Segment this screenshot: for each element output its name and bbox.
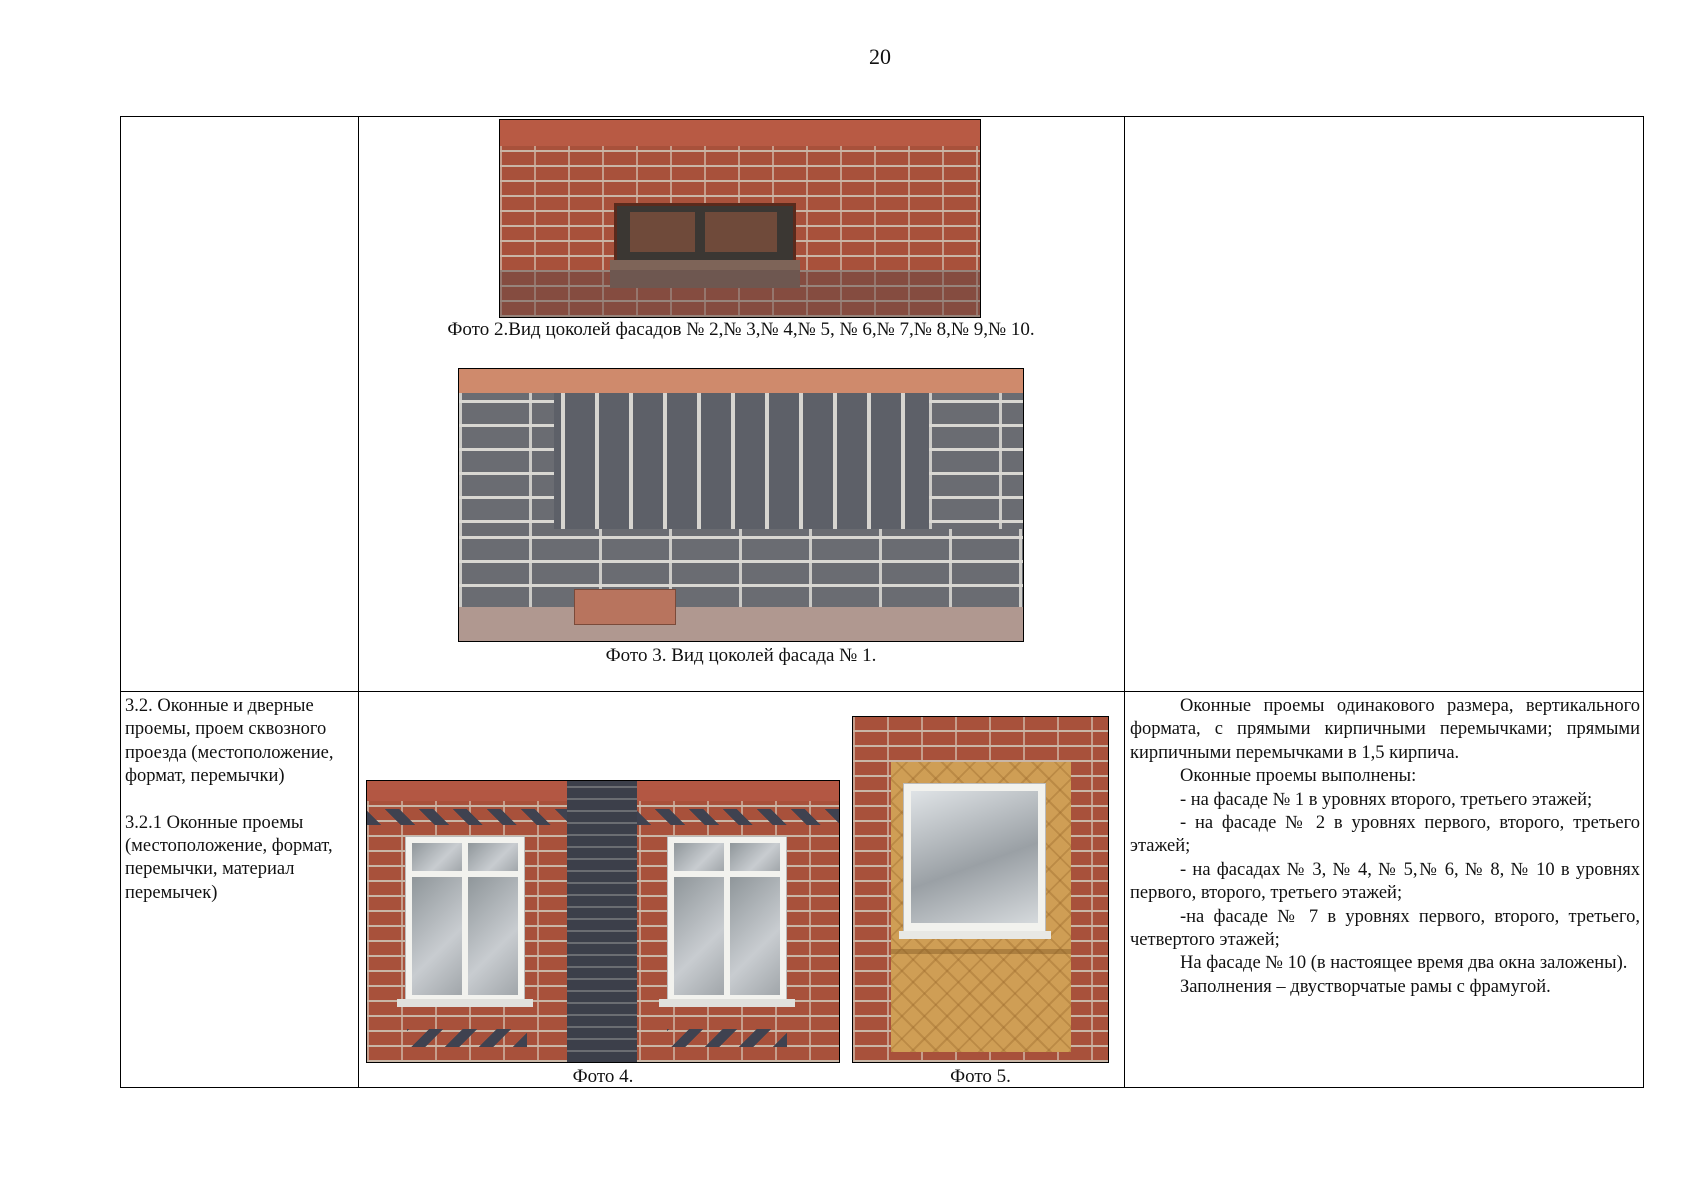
photo-2-caption: Фото 2.Вид цоколей фасадов № 2,№ 3,№ 4,№ 5, № 6,№ 7,№ 8,№ 9,№ 10. — [447, 319, 1035, 340]
photo-3-gray-plinth — [458, 368, 1024, 642]
section-subtitle: 3.2.1 Оконные проемы (местоположение, формат, перемычки, материал перемычек) — [125, 812, 333, 903]
paragraph: На фасаде № 10 (в настоящее время два окна заложены). — [1180, 953, 1628, 974]
photo-2-plinth-window — [499, 119, 981, 318]
photo-4-two-windows — [366, 780, 840, 1063]
table-divider — [358, 117, 359, 1087]
section-left-text — [125, 695, 357, 905]
photo-5-caption: Фото 5. — [950, 1066, 1011, 1087]
paragraph: Оконные проемы выполнены: — [1180, 766, 1417, 787]
paragraph: - на фасадах № 3, № 4, № 5,№ 6, № 8, № 10 в уровнях первого, второго, третьего этажей; — [1130, 859, 1640, 904]
section-right-text — [1130, 695, 1640, 999]
paragraph: - на фасаде № 2 в уровнях первого, второго, третьего этажей; — [1130, 813, 1640, 857]
table-divider — [1124, 117, 1125, 1087]
section-title: 3.2. Оконные и дверные проемы, проем сквозного проезда (местоположение, формат, перемычки) — [125, 696, 334, 787]
table-divider — [121, 691, 1643, 692]
paragraph: Оконные проемы одинакового размера, вертикального формата, с прямыми кирпичными перемычками; прямыми кирпичными перемычками в 1,5 кирпича. — [1130, 696, 1640, 763]
photo-4-caption: Фото 4. — [572, 1066, 634, 1087]
photo-3-caption: Фото 3. Вид цоколей фасада № 1. — [605, 645, 877, 666]
paragraph: -на фасаде № 7 в уровнях первого, второго, третьего, четвертого этажей; — [1130, 906, 1640, 951]
photo-5-single-window — [852, 716, 1109, 1063]
document-table — [120, 116, 1644, 1088]
page-number: 20 — [869, 44, 891, 69]
paragraph: - на фасаде № 1 в уровнях второго, третьего этажей; — [1180, 789, 1593, 810]
paragraph: Заполнения – двустворчатые рамы с фрамугой. — [1180, 976, 1551, 997]
